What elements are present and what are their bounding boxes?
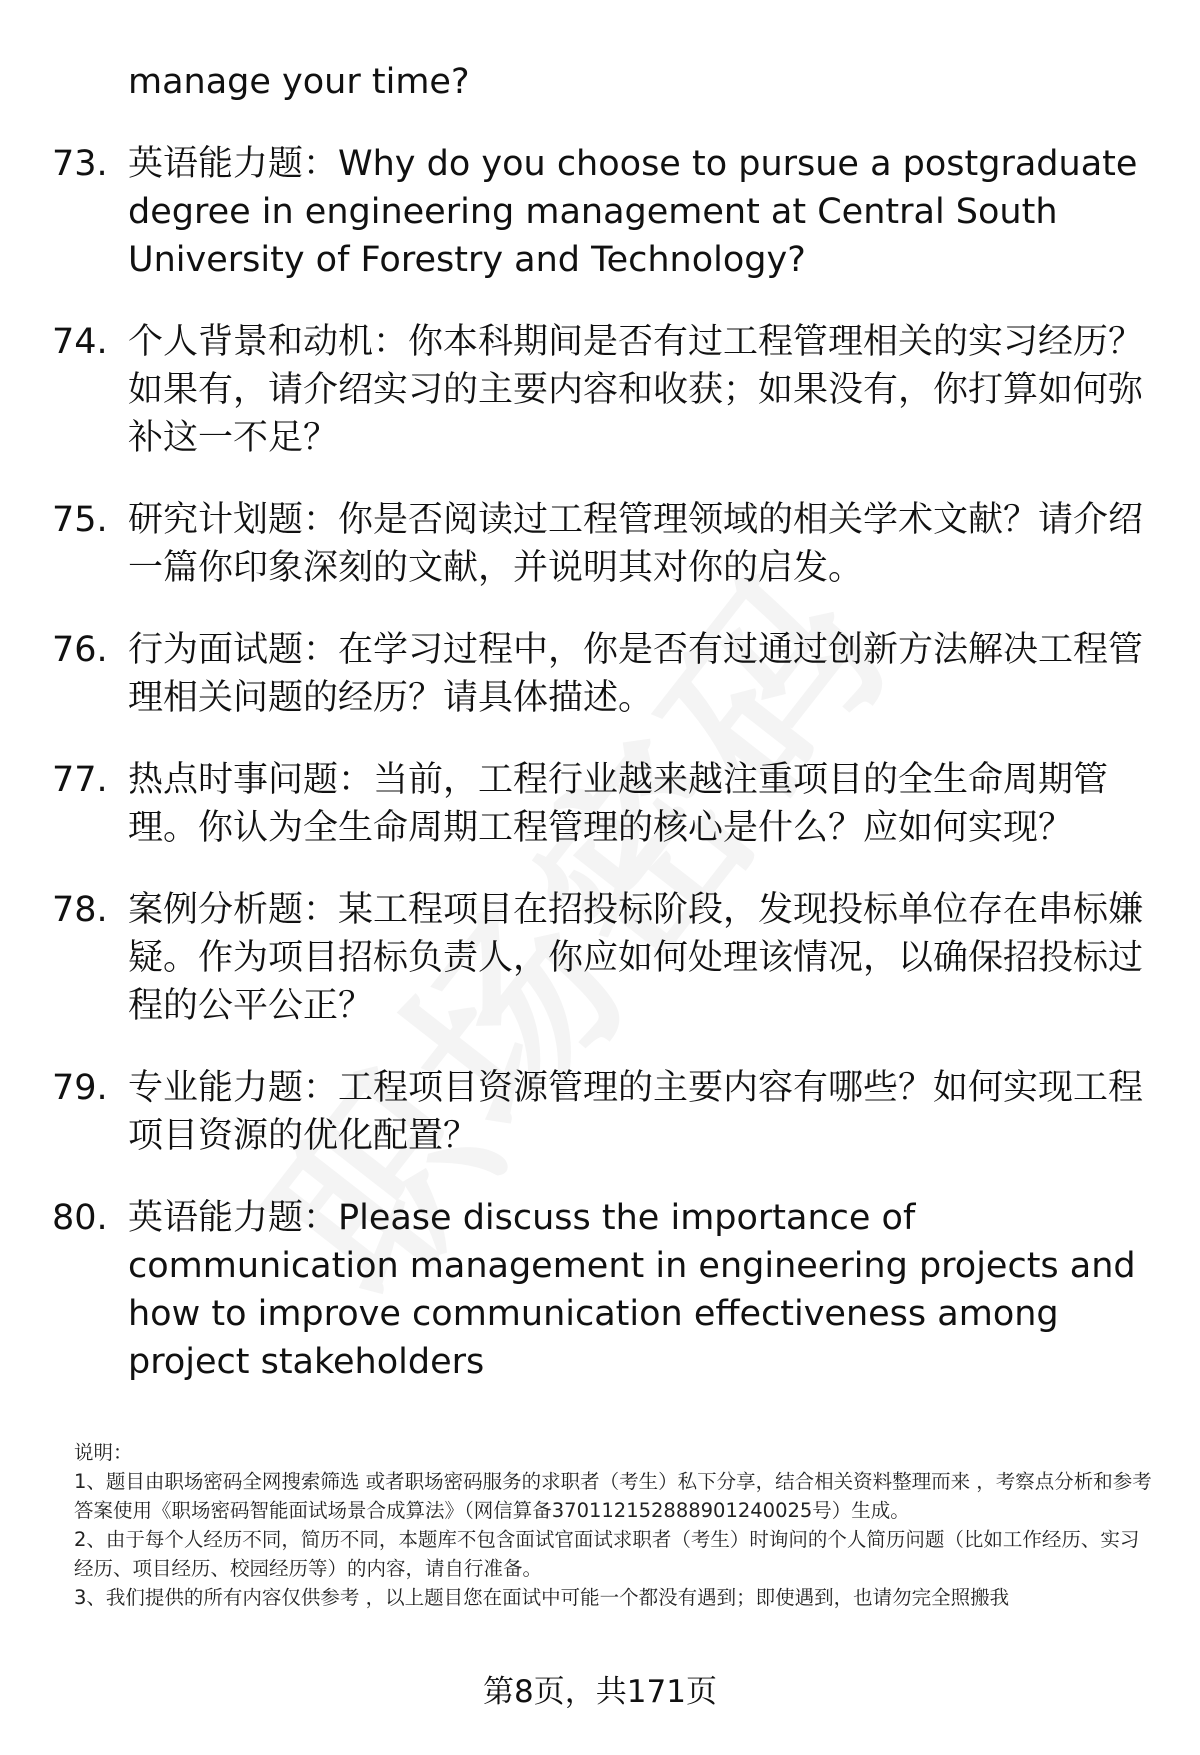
question-text: 案例分析题：某工程项目在招投标阶段，发现投标单位存在串标嫌疑。作为项目招标负责人，你应如何处理该情况，以确保招投标过程的公平公正？ bbox=[128, 890, 1144, 1026]
question-75 bbox=[0, 496, 1200, 592]
question-77 bbox=[0, 756, 1200, 852]
question-74 bbox=[0, 318, 1200, 462]
note-item: 3、我们提供的所有内容仅供参考 ，以上题目您在面试中可能一个都没有遇到；即使遇到，也请勿完全照搬我 bbox=[74, 1586, 1010, 1609]
question-text: 英语能力题：Please discuss the importance of communication management in engineering projects and how to improve communication effectiveness among project stakeholders bbox=[128, 1198, 1136, 1382]
question-text: 研究计划题：你是否阅读过工程管理领域的相关学术文献？请介绍一篇你印象深刻的文献，并说明其对你的启发。 bbox=[128, 500, 1144, 588]
question-text: 专业能力题：工程项目资源管理的主要内容有哪些？如何实现工程项目资源的优化配置？ bbox=[128, 1068, 1144, 1156]
question-79 bbox=[0, 1064, 1200, 1160]
question-number: 76. bbox=[52, 630, 108, 670]
question-text: 热点时事问题：当前，工程行业越来越注重项目的全生命周期管理。你认为全生命周期工程管理的核心是什么？应如何实现？ bbox=[128, 760, 1109, 848]
question-73 bbox=[0, 140, 1200, 284]
question-text: 行为面试题：在学习过程中，你是否有过通过创新方法解决工程管理相关问题的经历？请具体描述。 bbox=[128, 630, 1144, 718]
question-78 bbox=[0, 886, 1200, 1030]
question-text: 个人背景和动机：你本科期间是否有过工程管理相关的实习经历？如果有，请介绍实习的主要内容和收获；如果没有，你打算如何弥补这一不足？ bbox=[128, 322, 1144, 458]
notes-section bbox=[74, 1438, 1154, 1612]
question-number: 74. bbox=[52, 322, 108, 362]
question-number: 79. bbox=[52, 1068, 108, 1108]
note-item: 2、由于每个人经历不同，简历不同，本题库不包含面试官面试求职者（考生）时询问的个人简历问题（比如工作经历、实习经历、项目经历、校园经历等）的内容，请自行准备。 bbox=[74, 1528, 1140, 1580]
continuation-text: manage your time? bbox=[128, 62, 470, 102]
question-number: 78. bbox=[52, 890, 108, 930]
question-80 bbox=[0, 1194, 1200, 1386]
question-list bbox=[0, 140, 1200, 1420]
note-item: 1、题目由职场密码全网搜索筛选 或者职场密码服务的求职者（考生）私下分享，结合相关资料整理而来 ，考察点分析和参考答案使用《职场密码智能面试场景合成算法》（网信算备370112152888901240025号）生成。 bbox=[74, 1470, 1152, 1522]
question-number: 77. bbox=[52, 760, 108, 800]
question-text: 英语能力题：Why do you choose to pursue a postgraduate degree in engineering management at Central South University of Forestry and Technology? bbox=[128, 144, 1138, 280]
question-number: 75. bbox=[52, 500, 108, 540]
question-number: 80. bbox=[52, 1198, 108, 1238]
notes-heading: 说明： bbox=[74, 1441, 133, 1464]
page-footer: 第8页，共171页 bbox=[483, 1674, 717, 1710]
question-number: 73. bbox=[52, 144, 108, 184]
question-76 bbox=[0, 626, 1200, 722]
